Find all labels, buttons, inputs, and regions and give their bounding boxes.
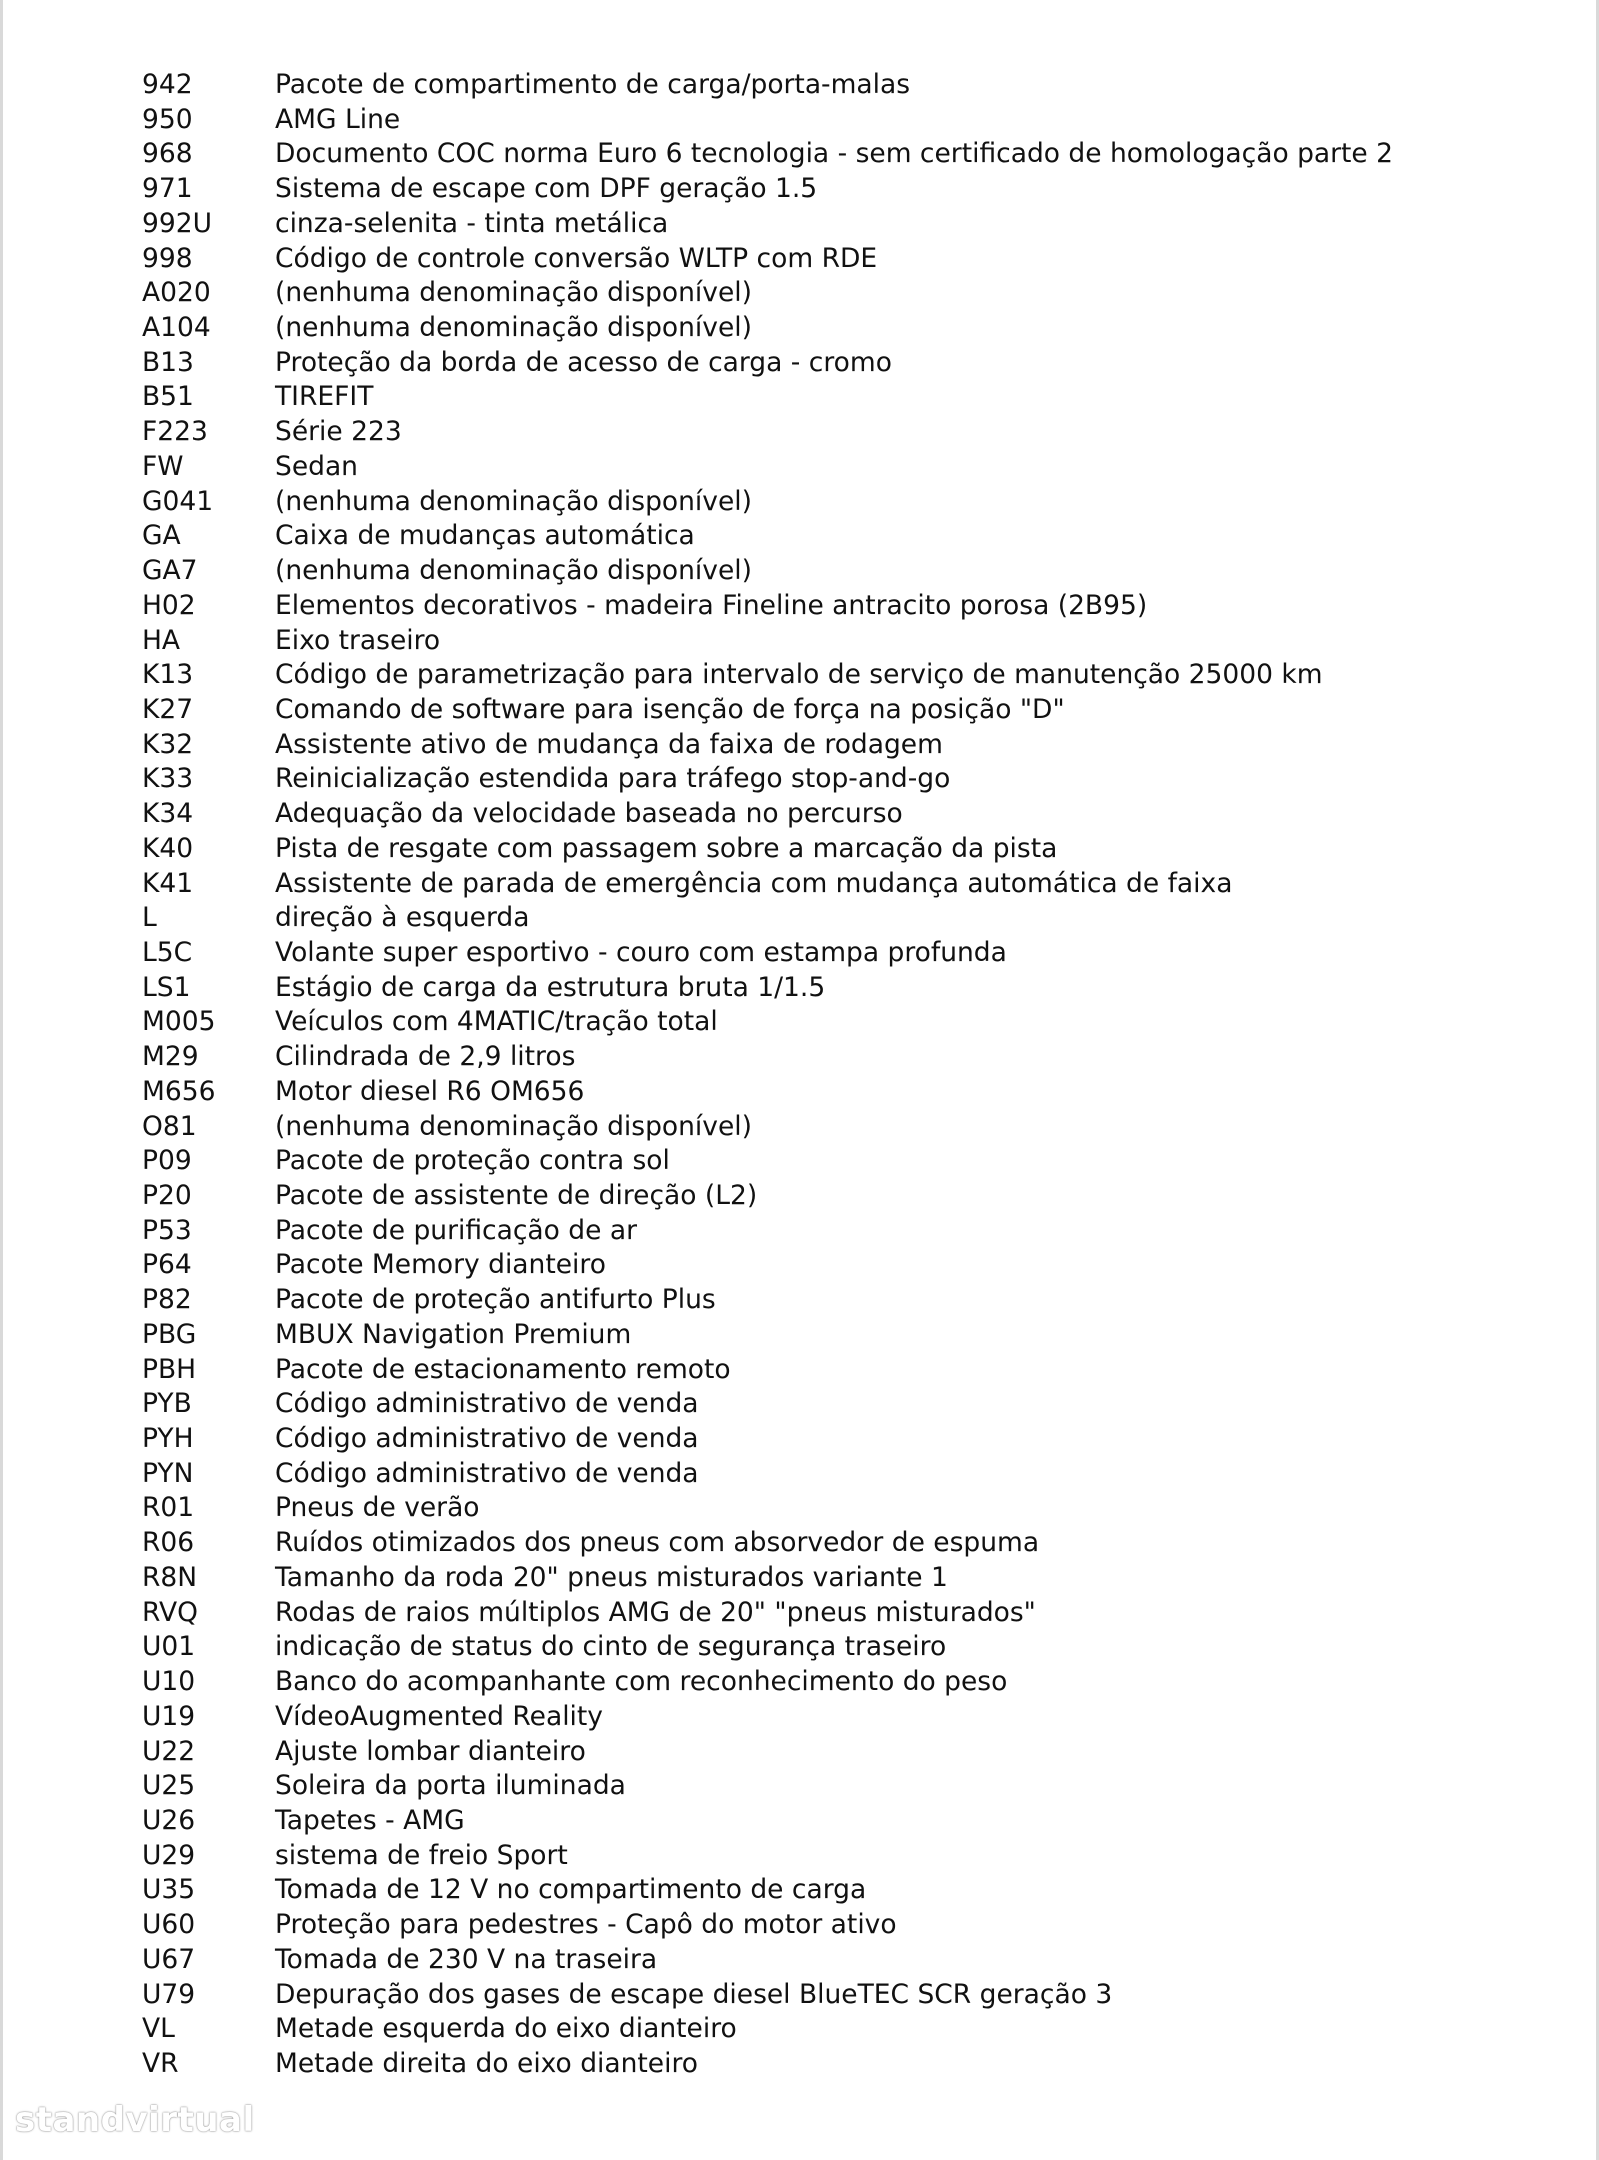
list-item	[142, 832, 1562, 867]
list-item	[142, 2012, 1562, 2047]
list-item	[142, 589, 1562, 624]
list-item	[142, 415, 1562, 450]
option-description: Pacote de estacionamento remoto	[275, 1353, 731, 1385]
option-code: U26	[142, 1804, 196, 1836]
list-item	[142, 1214, 1562, 1249]
option-description: Proteção para pedestres - Capô do motor ativo	[275, 1909, 897, 1941]
option-description: Pacote de purificação de ar	[275, 1214, 637, 1246]
option-description: TIREFIT	[275, 381, 374, 413]
list-item	[142, 1075, 1562, 1110]
list-item	[142, 1491, 1562, 1526]
option-description: Cilindrada de 2,9 litros	[275, 1041, 576, 1073]
option-description: Pista de resgate com passagem sobre a marcação da pista	[275, 832, 1058, 864]
option-code: U19	[142, 1700, 196, 1732]
option-description: Ruídos otimizados dos pneus com absorvedor de espuma	[275, 1527, 1040, 1559]
option-code: PYB	[142, 1388, 192, 1420]
list-item	[142, 1700, 1562, 1735]
option-description: Depuração dos gases de escape diesel BlueTEC SCR geração 3	[275, 1978, 1113, 2010]
option-code: K34	[142, 798, 194, 830]
option-code: 950	[142, 103, 193, 135]
option-description: Código administrativo de venda	[275, 1457, 699, 1489]
option-description: Pacote Memory dianteiro	[275, 1249, 606, 1281]
option-code: F223	[142, 416, 208, 448]
list-item	[142, 1387, 1562, 1422]
option-code: K13	[142, 659, 194, 691]
option-code: A020	[142, 277, 211, 309]
option-description: Metade esquerda do eixo dianteiro	[275, 2013, 737, 2045]
list-item	[142, 1735, 1562, 1770]
option-description: VídeoAugmented Reality	[275, 1700, 603, 1732]
list-item	[142, 1908, 1562, 1943]
option-description: Motor diesel R6 OM656	[275, 1075, 585, 1107]
option-code: P53	[142, 1214, 192, 1246]
list-item	[142, 172, 1562, 207]
list-item	[142, 1318, 1562, 1353]
option-description: Assistente de parada de emergência com mudança automática de faixa	[275, 867, 1233, 899]
list-item	[142, 1144, 1562, 1179]
option-code: PYH	[142, 1423, 194, 1455]
list-item	[142, 1596, 1562, 1631]
list-item	[142, 1248, 1562, 1283]
option-description: Pacote de proteção contra sol	[275, 1145, 670, 1177]
option-description: Sedan	[275, 450, 358, 482]
option-description: sistema de freio Sport	[275, 1839, 568, 1871]
option-description: Banco do acompanhante com reconhecimento do peso	[275, 1666, 1008, 1698]
list-item	[142, 1353, 1562, 1388]
option-code: U79	[142, 1978, 196, 2010]
option-code: O81	[142, 1110, 197, 1142]
option-description: (nenhuma denominação disponível)	[275, 1110, 752, 1142]
option-code: VR	[142, 2047, 179, 2079]
list-item	[142, 1179, 1562, 1214]
option-description: Tomada de 12 V no compartimento de carga	[275, 1874, 867, 1906]
list-item	[142, 68, 1562, 103]
option-description: (nenhuma denominação disponível)	[275, 277, 752, 309]
list-item	[142, 1769, 1562, 1804]
option-description: Volante super esportivo - couro com estampa profunda	[275, 936, 1007, 968]
option-code: B51	[142, 381, 194, 413]
option-code: GA	[142, 520, 181, 552]
option-code: 942	[142, 69, 193, 100]
option-code: G041	[142, 485, 214, 517]
option-description: Série 223	[275, 416, 402, 448]
option-description: Ajuste lombar dianteiro	[275, 1735, 586, 1767]
option-description: Adequação da velocidade baseada no percurso	[275, 798, 903, 830]
option-code: K32	[142, 728, 194, 760]
list-item	[142, 693, 1562, 728]
list-item	[142, 311, 1562, 346]
option-description: direção à esquerda	[275, 902, 530, 934]
list-item	[142, 137, 1562, 172]
list-item	[142, 936, 1562, 971]
option-description: Código de controle conversão WLTP com RDE	[275, 242, 878, 274]
list-item	[142, 1005, 1562, 1040]
option-code: HA	[142, 624, 181, 656]
option-code: GA7	[142, 555, 198, 587]
list-item	[142, 1839, 1562, 1874]
list-item	[142, 1978, 1562, 2013]
list-item	[142, 1283, 1562, 1318]
option-code: P82	[142, 1284, 192, 1316]
option-code: U01	[142, 1631, 196, 1663]
option-code: R01	[142, 1492, 195, 1524]
list-item	[142, 1943, 1562, 1978]
list-item	[142, 1665, 1562, 1700]
option-description: Tapetes - AMG	[275, 1804, 465, 1836]
option-description: Reinicialização estendida para tráfego stop-and-go	[275, 763, 951, 795]
option-description: Pacote de assistente de direção (L2)	[275, 1180, 758, 1211]
option-description: Caixa de mudanças automática	[275, 520, 695, 552]
list-item	[142, 1526, 1562, 1561]
option-code: 992U	[142, 207, 212, 239]
list-item	[142, 1110, 1562, 1145]
option-description: Assistente ativo de mudança da faixa de rodagem	[275, 728, 943, 760]
option-description: Estágio de carga da estrutura bruta 1/1.5	[275, 971, 826, 1003]
option-code: 998	[142, 242, 193, 274]
list-item	[142, 901, 1562, 936]
list-item	[142, 207, 1562, 242]
option-code: P20	[142, 1180, 192, 1211]
list-item	[142, 624, 1562, 659]
option-code: K27	[142, 693, 194, 725]
list-item	[142, 554, 1562, 589]
option-code: R06	[142, 1527, 195, 1559]
list-item	[142, 242, 1562, 277]
option-code: RVQ	[142, 1596, 198, 1628]
option-code: FW	[142, 450, 184, 482]
option-description: Veículos com 4MATIC/tração total	[275, 1006, 718, 1038]
option-code: 968	[142, 138, 193, 170]
option-code: A104	[142, 312, 211, 344]
watermark-logo: standvirtual	[15, 2100, 255, 2140]
list-item	[142, 1804, 1562, 1839]
option-code: L5C	[142, 936, 193, 968]
option-description: MBUX Navigation Premium	[275, 1318, 632, 1350]
option-code: PYN	[142, 1457, 194, 1489]
option-description: Tamanho da roda 20" pneus misturados variante 1	[275, 1561, 948, 1593]
option-code: R8N	[142, 1561, 198, 1593]
option-description: Comando de software para isenção de força na posição "D"	[275, 693, 1065, 725]
option-description: Sistema de escape com DPF geração 1.5	[275, 173, 818, 205]
option-code: LS1	[142, 971, 191, 1003]
option-code: M005	[142, 1006, 216, 1038]
list-item	[142, 450, 1562, 485]
option-description: AMG Line	[275, 103, 401, 135]
option-description: Proteção da borda de acesso de carga - cromo	[275, 346, 892, 378]
list-item	[142, 103, 1562, 138]
option-description: Metade direita do eixo dianteiro	[275, 2047, 698, 2079]
list-item	[142, 276, 1562, 311]
option-code: U60	[142, 1909, 196, 1941]
list-item	[142, 485, 1562, 520]
option-description: Código administrativo de venda	[275, 1423, 699, 1455]
list-item	[142, 658, 1562, 693]
list-item	[142, 1630, 1562, 1665]
option-description: Eixo traseiro	[275, 624, 441, 656]
list-item	[142, 797, 1562, 832]
list-item	[142, 971, 1562, 1006]
list-item	[142, 1040, 1562, 1075]
list-item	[142, 2047, 1562, 2082]
option-description: Rodas de raios múltiplos AMG de 20" "pneus misturados"	[275, 1596, 1036, 1628]
option-code: H02	[142, 589, 196, 621]
list-item	[142, 867, 1562, 902]
option-description: Código administrativo de venda	[275, 1388, 699, 1420]
option-description: indicação de status do cinto de segurança traseiro	[275, 1631, 947, 1663]
option-code: B13	[142, 346, 194, 378]
option-code: M656	[142, 1075, 216, 1107]
option-description: Elementos decorativos - madeira Fineline antracito porosa (2B95)	[275, 589, 1148, 621]
list-item	[142, 728, 1562, 763]
option-code: U35	[142, 1874, 196, 1906]
list-item	[142, 1873, 1562, 1908]
option-description: cinza-selenita - tinta metálica	[275, 207, 669, 239]
list-item	[142, 346, 1562, 381]
list-item	[142, 1457, 1562, 1492]
option-description: (nenhuma denominação disponível)	[275, 485, 752, 517]
option-code: U22	[142, 1735, 196, 1767]
option-code: 971	[142, 173, 193, 205]
option-code: U29	[142, 1839, 196, 1871]
option-code: L	[142, 902, 157, 934]
option-description: Pneus de verão	[275, 1492, 480, 1524]
option-description: (nenhuma denominação disponível)	[275, 312, 752, 344]
option-description: Tomada de 230 V na traseira	[275, 1943, 658, 1975]
option-code: M29	[142, 1041, 199, 1073]
option-code: PBH	[142, 1353, 197, 1385]
option-description: Código de parametrização para intervalo de serviço de manutenção 25000 km	[275, 659, 1323, 691]
option-description: Soleira da porta iluminada	[275, 1770, 626, 1802]
list-item	[142, 519, 1562, 554]
option-code: U67	[142, 1943, 196, 1975]
list-item	[142, 380, 1562, 415]
option-code: P09	[142, 1145, 192, 1177]
option-code: P64	[142, 1249, 192, 1281]
option-code: K41	[142, 867, 194, 899]
option-code: K40	[142, 832, 194, 864]
list-item	[142, 762, 1562, 797]
option-code: U25	[142, 1770, 196, 1802]
option-description: (nenhuma denominação disponível)	[275, 555, 752, 587]
option-description: Pacote de proteção antifurto Plus	[275, 1284, 716, 1316]
option-code: U10	[142, 1666, 196, 1698]
option-code: PBG	[142, 1318, 197, 1350]
option-description: Pacote de compartimento de carga/porta-malas	[275, 69, 911, 100]
option-code: K33	[142, 763, 194, 795]
equipment-code-list	[142, 68, 1562, 2082]
option-description: Documento COC norma Euro 6 tecnologia - sem certificado de homologação parte 2	[275, 138, 1394, 170]
option-code: VL	[142, 2013, 175, 2045]
list-item	[142, 1422, 1562, 1457]
list-item	[142, 1561, 1562, 1596]
